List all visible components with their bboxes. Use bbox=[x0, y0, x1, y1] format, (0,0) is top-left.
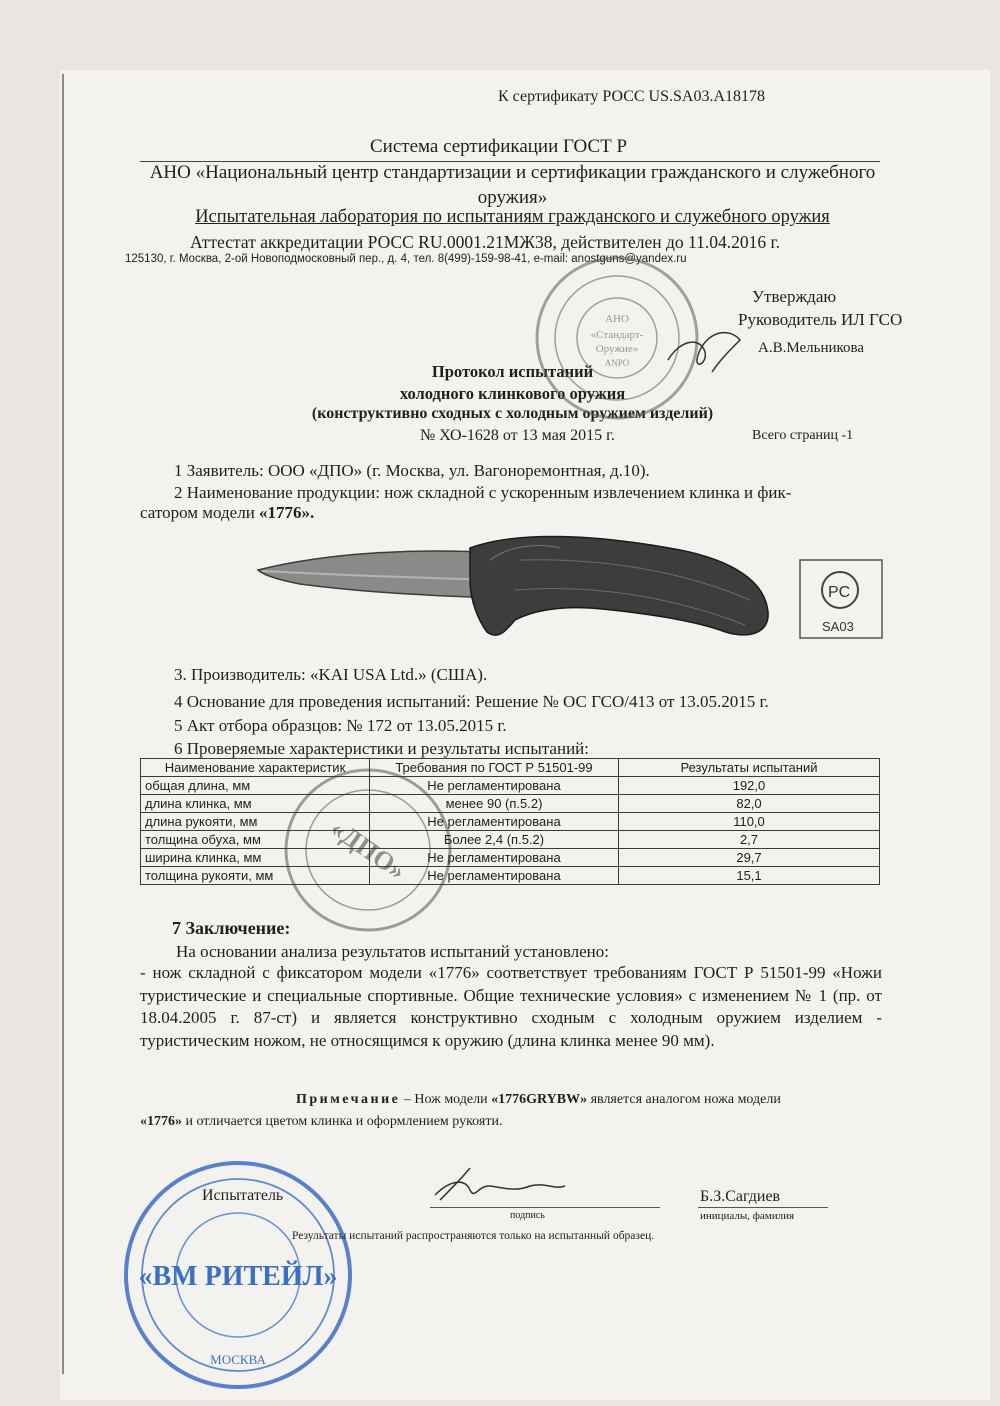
note-line-2 bbox=[140, 1114, 502, 1130]
cell-result: 192,0 bbox=[619, 777, 880, 795]
cell-result: 15,1 bbox=[619, 867, 880, 885]
note-line-2-text: и отличается цветом клинка и оформлением рукояти. bbox=[182, 1114, 503, 1129]
table-row bbox=[141, 795, 880, 813]
table-row bbox=[141, 867, 880, 885]
certification-mark-icon bbox=[800, 560, 882, 638]
svg-text:АНО: АНО bbox=[605, 313, 629, 325]
address-line: 125130, г. Москва, 2-ой Новоподмосковный пер., д. 4, тел. 8(499)-159-98-41, e-mail: anostguns@yandex.ru bbox=[125, 253, 687, 265]
approval-position: Руководитель ИЛ ГСО bbox=[738, 310, 903, 329]
conclusion-intro: На основании анализа результатов испытаний установлено: bbox=[176, 942, 610, 961]
note-line bbox=[296, 1092, 781, 1108]
certification-system: Система сертификации ГОСТ Р bbox=[370, 136, 628, 157]
cell-result: 110,0 bbox=[619, 813, 880, 831]
product-prefix: сатором модели bbox=[140, 503, 260, 522]
table-header-row bbox=[141, 759, 880, 777]
cell-characteristic: длина клинка, мм bbox=[141, 795, 370, 813]
column-header: Результаты испытаний bbox=[619, 759, 880, 777]
note-model: «1776GRYBW» bbox=[491, 1092, 588, 1107]
results-table bbox=[140, 758, 880, 885]
approval-word: Утверждаю bbox=[752, 287, 837, 306]
cell-characteristic: длина рукояти, мм bbox=[141, 813, 370, 831]
table-row bbox=[141, 849, 880, 867]
cell-requirement: менее 90 (п.5.2) bbox=[370, 795, 619, 813]
vm-stamp-city: МОСКВА bbox=[210, 1352, 266, 1367]
conclusion-body: - нож складной с фиксатором модели «1776» соответствует требованиям ГОСТ Р 51501-99 «Ножи туристические и специальные спортивные. Общие технические условия» с изменением № 1 (пр. от 18.04.2005 г. 87-ст) и является конструктивно сходным с холодным оружием изделием - туристическим ножом, не относящимся к оружию (длина клинка менее 90 мм). bbox=[140, 963, 882, 1050]
protocol-title: Протокол испытаний bbox=[431, 362, 594, 381]
restriction-note: Результаты испытаний распространяются только на испытанный образец. bbox=[292, 1230, 655, 1242]
note-label: Примечание bbox=[296, 1092, 401, 1107]
protocol-subtitle: холодного клинкового оружия bbox=[399, 384, 626, 403]
conclusion-heading: 7 Заключение: bbox=[172, 918, 291, 938]
product-line: 2 Наименование продукции: нож складной с ускоренным извлечением клинка и фик- bbox=[174, 483, 792, 502]
svg-text:PC: PC bbox=[828, 584, 851, 601]
column-header: Наименование характеристик bbox=[141, 759, 370, 777]
laboratory-name: Испытательная лаборатория по испытаниям гражданского и служебного оружия bbox=[195, 207, 830, 227]
vm-stamp-label: «ВМ РИТЕЙЛ» bbox=[138, 1261, 338, 1292]
manufacturer-line: 3. Производитель: «KAI USA Ltd.» (США). bbox=[174, 665, 488, 684]
sampling-line: 5 Акт отбора образцов: № 172 от 13.05.2015 г. bbox=[174, 716, 507, 735]
cell-requirement: Не регламентирована bbox=[370, 813, 619, 831]
svg-text:«ДПО»: «ДПО» bbox=[325, 813, 412, 886]
initials-caption: инициалы, фамилия bbox=[700, 1210, 795, 1222]
signature-line bbox=[430, 1207, 660, 1208]
svg-text:Оружие»: Оружие» bbox=[595, 343, 639, 355]
cell-characteristic: толщина обуха, мм bbox=[141, 831, 370, 849]
cell-result: 29,7 bbox=[619, 849, 880, 867]
cell-requirement: Не регламентирована bbox=[370, 777, 619, 795]
note-base-model: «1776» bbox=[140, 1114, 182, 1129]
cell-requirement: Более 2,4 (п.5.2) bbox=[370, 831, 619, 849]
note-text-continued: является аналогом ножа модели bbox=[587, 1092, 781, 1107]
protocol-number: № ХО-1628 от 13 мая 2015 г. bbox=[420, 427, 615, 444]
cell-characteristic: общая длина, мм bbox=[141, 777, 370, 795]
accreditation-line: Аттестат аккредитации РОСС RU.0001.21МЖ38, действителен до 11.04.2016 г. bbox=[190, 232, 781, 252]
cell-result: 2,7 bbox=[619, 831, 880, 849]
cell-requirement: Не регламентирована bbox=[370, 867, 619, 885]
product-model: «1776». bbox=[259, 503, 315, 522]
svg-text:«Стандарт-: «Стандарт- bbox=[590, 329, 644, 341]
table-row bbox=[141, 813, 880, 831]
protocol-subtitle-note: (конструктивно сходных с холодным оружием изделий) bbox=[311, 405, 714, 422]
signer-name: Б.З.Сагдиев bbox=[700, 1188, 781, 1205]
basis-line: 4 Основание для проведения испытаний: Решение № ОС ГСО/413 от 13.05.2015 г. bbox=[174, 692, 769, 711]
certificate-reference: К сертификату РОСС US.SA03.A18178 bbox=[498, 88, 765, 105]
cert-mark-label: SA03 bbox=[822, 619, 854, 634]
tester-label: Испытатель bbox=[202, 1187, 284, 1204]
organization-name: АНО «Национальный центр стандартизации и сертификации гражданского и служебного оружия» bbox=[149, 162, 876, 208]
cell-characteristic: ширина клинка, мм bbox=[141, 849, 370, 867]
cell-requirement: Не регламентирована bbox=[370, 849, 619, 867]
note-text: – Нож модели bbox=[400, 1092, 492, 1107]
signature-caption: подпись bbox=[510, 1210, 545, 1221]
name-line bbox=[698, 1207, 828, 1208]
knife-image bbox=[258, 536, 768, 635]
applicant-line: 1 Заявитель: ООО «ДПО» (г. Москва, ул. Вагоноремонтная, д.10). bbox=[174, 461, 650, 480]
page-count: Всего страниц -1 bbox=[752, 428, 854, 443]
table-row bbox=[141, 777, 880, 795]
checked-characteristics-line: 6 Проверяемые характеристики и результаты испытаний: bbox=[174, 739, 589, 758]
organization-stamp-icon bbox=[537, 258, 697, 418]
cell-result: 82,0 bbox=[619, 795, 880, 813]
cell-characteristic: толщина рукояти, мм bbox=[141, 867, 370, 885]
column-header: Требования по ГОСТ Р 51501-99 bbox=[370, 759, 619, 777]
approval-name: А.В.Мельникова bbox=[758, 340, 865, 356]
tester-signature-icon bbox=[435, 1168, 565, 1200]
svg-text:ANPO: ANPO bbox=[604, 358, 630, 368]
table-row bbox=[141, 831, 880, 849]
